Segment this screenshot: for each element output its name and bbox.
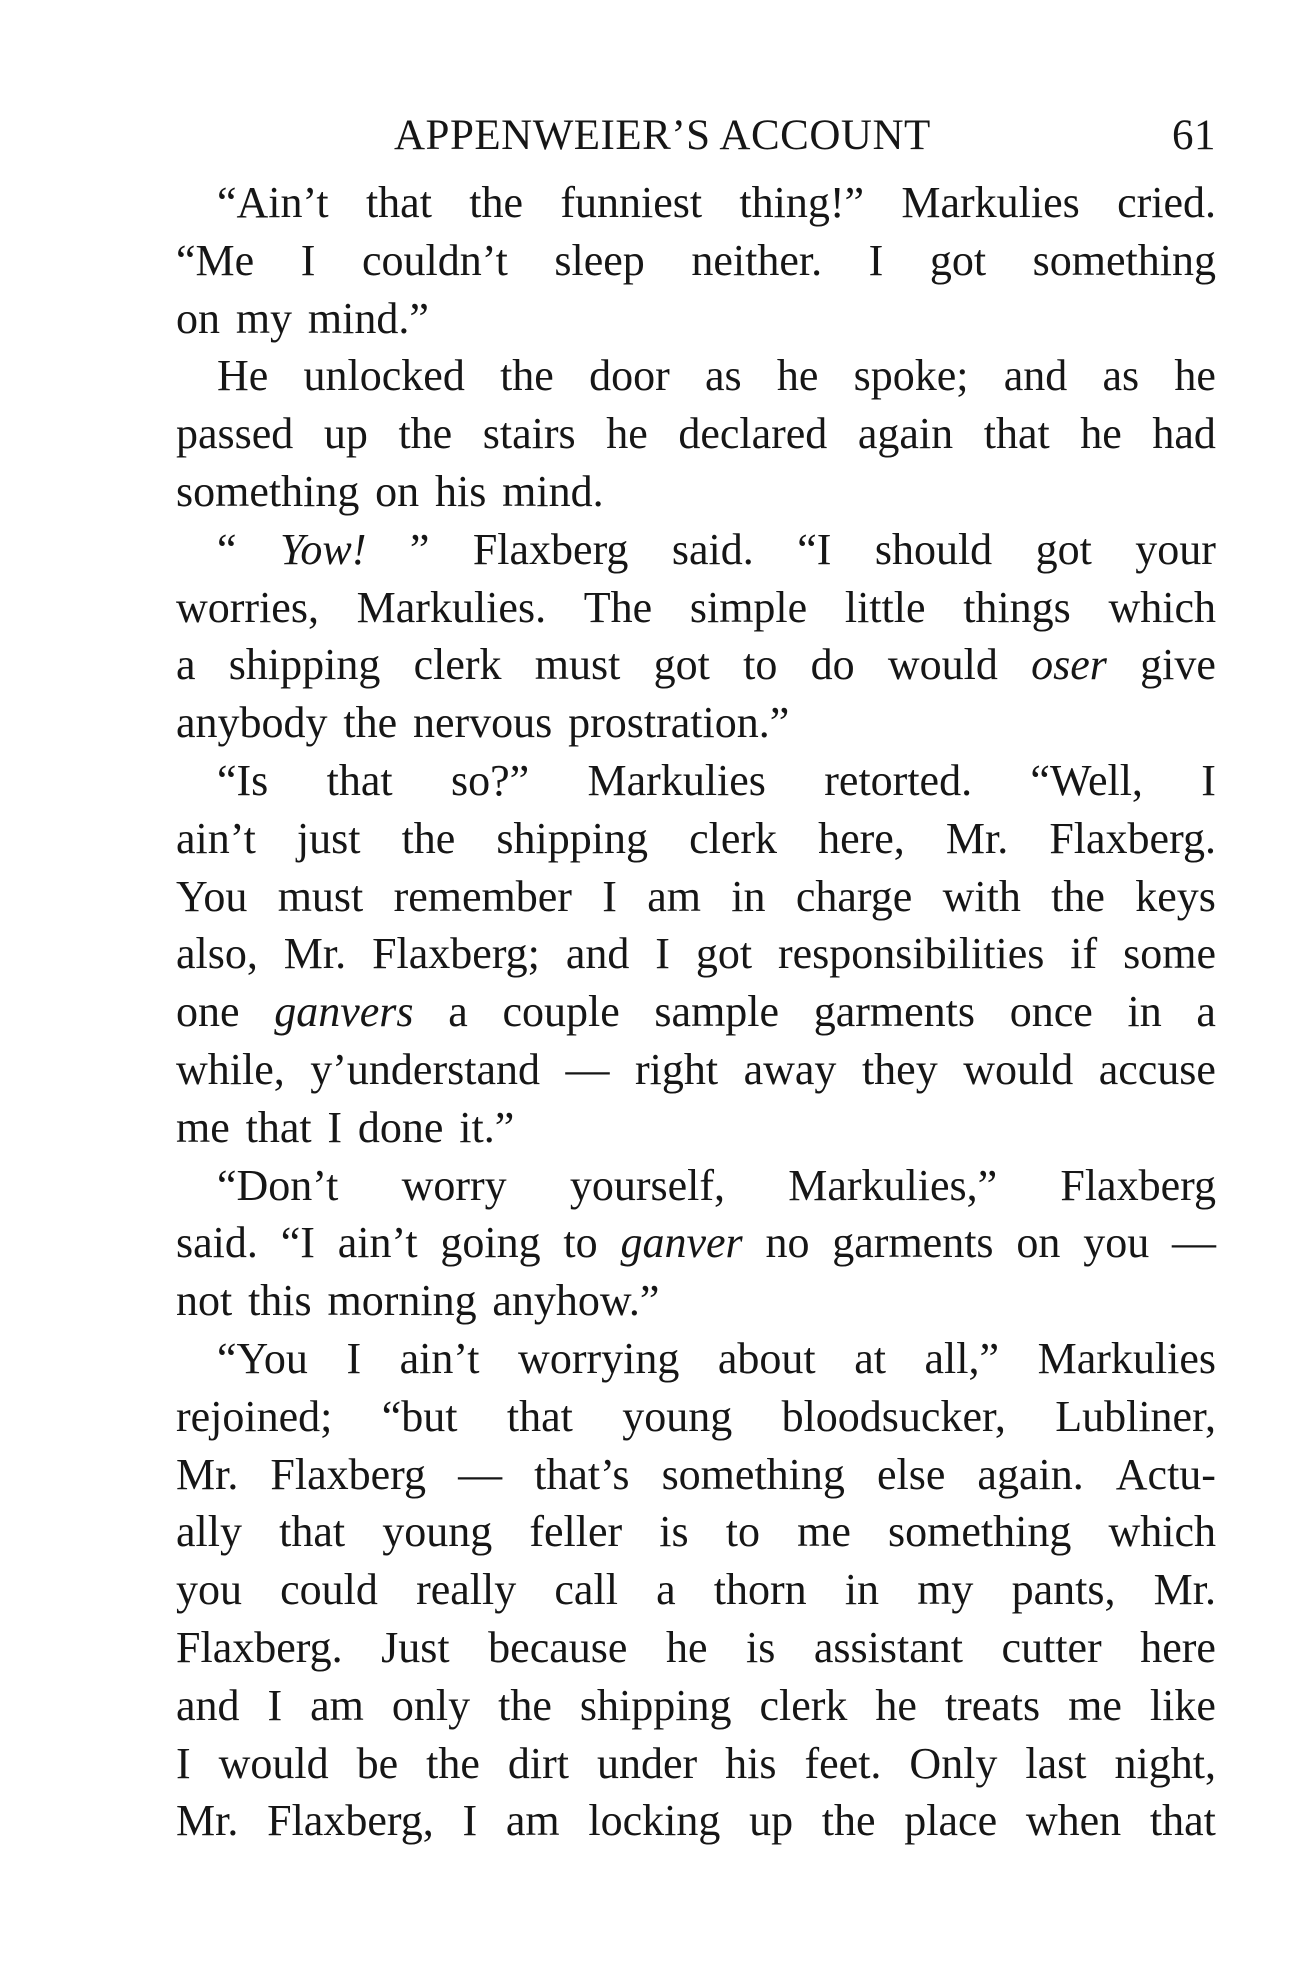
word: am [647, 871, 701, 921]
word: I [1201, 755, 1216, 805]
word: worry [401, 1160, 507, 1210]
word: ain’t [176, 813, 256, 863]
word: am [310, 1680, 364, 1730]
word: funniest [560, 178, 703, 227]
word: pants, [1011, 1565, 1116, 1615]
word: up [323, 409, 368, 459]
word: y’understand [310, 1044, 540, 1094]
running-head [176, 108, 1216, 172]
text-line [176, 1330, 1216, 1388]
word: sample [654, 987, 780, 1037]
word: all,” [924, 1333, 1000, 1383]
word: that [279, 1507, 346, 1557]
word: dirt [507, 1738, 569, 1788]
word: which [1108, 1507, 1216, 1557]
word: I [176, 1738, 191, 1788]
word: last [1025, 1738, 1087, 1788]
word: really [416, 1565, 517, 1615]
word: be [356, 1738, 399, 1788]
word: that [245, 1102, 312, 1152]
word: that [365, 178, 432, 227]
word: must [277, 871, 364, 921]
word: must [534, 640, 621, 690]
word: worries, [176, 582, 319, 632]
word: Flaxberg [1060, 1160, 1216, 1210]
word: Mr. [1153, 1565, 1216, 1615]
word: clerk [413, 640, 502, 690]
text-line [176, 1157, 1216, 1215]
word: also, [176, 929, 258, 979]
text-line [176, 1561, 1216, 1619]
word: in [844, 1565, 880, 1615]
word: anyhow.” [492, 1276, 660, 1326]
word: done [357, 1102, 444, 1152]
word: Just [381, 1622, 450, 1672]
text-line [176, 347, 1216, 405]
word: to [743, 640, 778, 690]
word: the [401, 813, 456, 863]
word: anybody [176, 698, 328, 748]
word: on [1016, 1218, 1061, 1268]
word: call [554, 1565, 618, 1615]
word: things [963, 582, 1071, 632]
word: I [327, 1102, 343, 1152]
word: no [765, 1218, 810, 1268]
word: “Is [217, 755, 269, 805]
word: I [602, 871, 617, 921]
word: feller [529, 1507, 623, 1557]
word: Markulies [901, 178, 1080, 227]
text-line [176, 1503, 1216, 1561]
word: “Ain’t [217, 178, 329, 227]
word: you [1083, 1218, 1150, 1268]
word: got [1035, 524, 1092, 574]
word: his [725, 1738, 777, 1788]
word: could [280, 1565, 378, 1615]
word: is [659, 1507, 689, 1557]
word: that [983, 409, 1050, 459]
word: passed [176, 409, 294, 459]
word: a [656, 1565, 676, 1615]
text-line [176, 1677, 1216, 1735]
word: the [469, 178, 523, 227]
word: only [391, 1680, 471, 1730]
text-line [176, 232, 1216, 290]
word: because [488, 1622, 628, 1672]
word: responsibilities [777, 929, 1045, 979]
word: simple [689, 582, 808, 632]
word: me [176, 1102, 230, 1152]
word: he [1174, 351, 1216, 401]
text-line [176, 1446, 1216, 1504]
word: charge [795, 871, 913, 921]
word: Mr. [176, 1449, 239, 1499]
text-line [176, 174, 1216, 232]
word: am [505, 1796, 560, 1846]
word: just [296, 813, 361, 863]
word: rejoined; [176, 1391, 333, 1441]
word: “Well, [1030, 755, 1143, 805]
word: is [746, 1622, 776, 1672]
word: Flaxberg [270, 1449, 427, 1499]
text-line [176, 636, 1216, 694]
word: his [434, 466, 487, 516]
word: going [440, 1218, 541, 1268]
text-line [176, 521, 1216, 579]
text-line [176, 290, 1216, 348]
word: he [606, 409, 648, 459]
text-line [176, 405, 1216, 463]
word: he [776, 351, 819, 401]
word: here [1140, 1622, 1216, 1672]
word: he [875, 1680, 917, 1730]
word: me [1068, 1680, 1122, 1730]
word: couldn’t [361, 235, 508, 285]
book-page [176, 108, 1216, 1850]
word: door [589, 351, 670, 401]
word: assistant [813, 1622, 964, 1672]
word: little [844, 582, 926, 632]
word: — [565, 1044, 610, 1094]
word: something [888, 1507, 1072, 1557]
word: would [963, 1044, 1074, 1094]
word: if [1070, 929, 1098, 979]
word: spoke; [853, 351, 969, 401]
text-line [176, 1388, 1216, 1446]
word: young [382, 1507, 493, 1557]
word: and [565, 929, 630, 979]
word: I [346, 1333, 362, 1383]
word: mind. [502, 466, 604, 516]
word: said. [176, 1218, 258, 1268]
text-line [176, 1792, 1216, 1850]
word: a [448, 987, 468, 1037]
word: shipping [579, 1680, 732, 1730]
word: away [743, 1044, 837, 1094]
word: my [917, 1565, 974, 1615]
word: I [462, 1796, 478, 1846]
word: it.” [459, 1102, 515, 1152]
word: morning [327, 1276, 477, 1326]
word: I [655, 929, 670, 979]
word: nervous [412, 698, 553, 748]
word: when [1025, 1796, 1122, 1846]
word: “Don’t [217, 1160, 339, 1210]
word: up [749, 1796, 794, 1846]
word: feet. [804, 1738, 882, 1788]
word: do [810, 640, 855, 690]
word: accuse [1098, 1044, 1216, 1094]
word: Flaxberg. [1049, 813, 1216, 863]
word: cutter [1001, 1622, 1102, 1672]
word: locking [588, 1796, 721, 1846]
word: bloodsucker, [781, 1391, 1006, 1441]
word: Flaxberg [472, 524, 629, 574]
word: shipping [228, 640, 381, 690]
word: — [1172, 1218, 1216, 1268]
text-line [176, 694, 1216, 752]
word: again. [977, 1449, 1084, 1499]
word: You [176, 871, 248, 921]
word: a [1196, 987, 1216, 1037]
word: the [1051, 871, 1105, 921]
word: thing!” [739, 178, 865, 227]
word: else [876, 1449, 946, 1499]
word: clerk [759, 1680, 848, 1730]
word: “I [280, 1218, 315, 1268]
word: young [622, 1391, 733, 1441]
word: something [1032, 235, 1216, 285]
word: my [235, 293, 293, 343]
word: in [1127, 987, 1162, 1037]
italic-word: Yow! [279, 524, 367, 574]
word: got [653, 640, 710, 690]
word: at [854, 1333, 886, 1383]
word: the [498, 1680, 552, 1730]
word: he [1080, 409, 1122, 459]
word: this [248, 1276, 312, 1326]
word: Flaxberg, [267, 1796, 434, 1846]
word: would [218, 1738, 329, 1788]
word: I [267, 1680, 283, 1730]
word: Markulies. [356, 582, 547, 632]
word: Lubliner, [1055, 1391, 1216, 1441]
word: a [176, 640, 196, 690]
word: “ [217, 524, 237, 574]
word: like [1149, 1680, 1216, 1730]
word: in [731, 871, 766, 921]
word: garments [813, 987, 976, 1037]
word: ally [176, 1507, 242, 1557]
word: stairs [482, 409, 576, 459]
word: on [375, 466, 420, 516]
word: something [176, 466, 360, 516]
word: give [1140, 640, 1216, 690]
word: as [704, 351, 742, 401]
word: Actu- [1115, 1449, 1216, 1499]
word: that [506, 1391, 573, 1441]
word: garments [832, 1218, 994, 1268]
word: and [176, 1680, 240, 1730]
word: clerk [689, 813, 778, 863]
page-number: 61 [1172, 112, 1216, 159]
word: the [821, 1796, 876, 1846]
text-line [176, 1272, 1216, 1330]
word: which [1108, 582, 1216, 632]
word: shipping [496, 813, 648, 863]
word: Only [909, 1738, 998, 1788]
text-line [176, 810, 1216, 868]
word: said. [671, 524, 754, 574]
word: ain’t [399, 1333, 480, 1383]
word: would [887, 640, 998, 690]
word: your [1135, 524, 1216, 574]
text-line [176, 579, 1216, 637]
word: under [596, 1738, 698, 1788]
word: thorn [713, 1565, 807, 1615]
word: here, [818, 813, 905, 863]
word: while, [176, 1044, 285, 1094]
word: the [500, 351, 554, 401]
word: Flaxberg. [176, 1622, 343, 1672]
word: he [665, 1622, 708, 1672]
text-line [176, 983, 1216, 1041]
word: the [398, 409, 453, 459]
word: yourself, [569, 1160, 726, 1210]
word: with [942, 871, 1021, 921]
word: “You [217, 1333, 308, 1383]
word: I [300, 235, 316, 285]
body-text [176, 174, 1216, 1850]
word: “I [797, 524, 832, 574]
word: as [1102, 351, 1140, 401]
word: place [904, 1796, 998, 1846]
word: something [661, 1449, 845, 1499]
text-line [176, 1214, 1216, 1272]
word: once [1009, 987, 1093, 1037]
word: Markulies [587, 755, 766, 805]
text-line [176, 1735, 1216, 1793]
word: He [217, 351, 269, 401]
word: remember [393, 871, 572, 921]
text-line [176, 463, 1216, 521]
word: me [797, 1507, 851, 1557]
word: Mr. [176, 1796, 239, 1846]
word: prostration.” [568, 698, 790, 748]
word: night, [1114, 1738, 1216, 1788]
word: worrying [518, 1333, 680, 1383]
text-line [176, 752, 1216, 810]
word: the [343, 698, 398, 748]
italic-word: ganvers [274, 987, 414, 1037]
word: neither. [691, 235, 823, 285]
word: got [695, 929, 753, 979]
word: declared [678, 409, 828, 459]
word: keys [1135, 871, 1216, 921]
text-line [176, 1041, 1216, 1099]
word: on [176, 293, 220, 343]
word: got [929, 235, 987, 285]
word: Flaxberg; [372, 929, 540, 979]
word: “Me [176, 235, 255, 285]
word: some [1123, 929, 1216, 979]
word: treats [944, 1680, 1041, 1730]
word: that [1149, 1796, 1216, 1846]
text-line [176, 925, 1216, 983]
word: Markulies,” [788, 1160, 998, 1210]
word: had [1152, 409, 1216, 459]
word: ain’t [337, 1218, 418, 1268]
italic-word: oser [1031, 640, 1107, 690]
word: — [458, 1449, 503, 1499]
word: cried. [1117, 178, 1216, 227]
word: about [717, 1333, 816, 1383]
word: not [176, 1276, 233, 1326]
word: that’s [534, 1449, 630, 1499]
text-line [176, 1099, 1216, 1157]
word: couple [502, 987, 620, 1037]
word: you [176, 1565, 242, 1615]
word: again [857, 409, 954, 459]
word: unlocked [303, 351, 465, 401]
word: right [634, 1044, 719, 1094]
italic-word: ganver [620, 1218, 743, 1268]
word: to [725, 1507, 760, 1557]
word: “but [381, 1391, 458, 1441]
text-line [176, 1619, 1216, 1677]
word: sleep [554, 235, 645, 285]
word: they [861, 1044, 938, 1094]
word: Mr. [283, 929, 347, 979]
word: I [868, 235, 884, 285]
running-title: APPENWEIER’S ACCOUNT [394, 112, 931, 159]
word: mind.” [307, 293, 429, 343]
text-line [176, 868, 1216, 926]
word: ” [409, 524, 430, 574]
word: that [326, 755, 393, 805]
word: Markulies [1037, 1333, 1216, 1383]
word: Mr. [945, 813, 1009, 863]
word: retorted. [824, 755, 973, 805]
word: one [176, 987, 240, 1037]
word: so?” [450, 755, 530, 805]
word: should [874, 524, 993, 574]
word: the [426, 1738, 480, 1788]
word: The [583, 582, 653, 632]
word: to [563, 1218, 598, 1268]
word: and [1003, 351, 1068, 401]
